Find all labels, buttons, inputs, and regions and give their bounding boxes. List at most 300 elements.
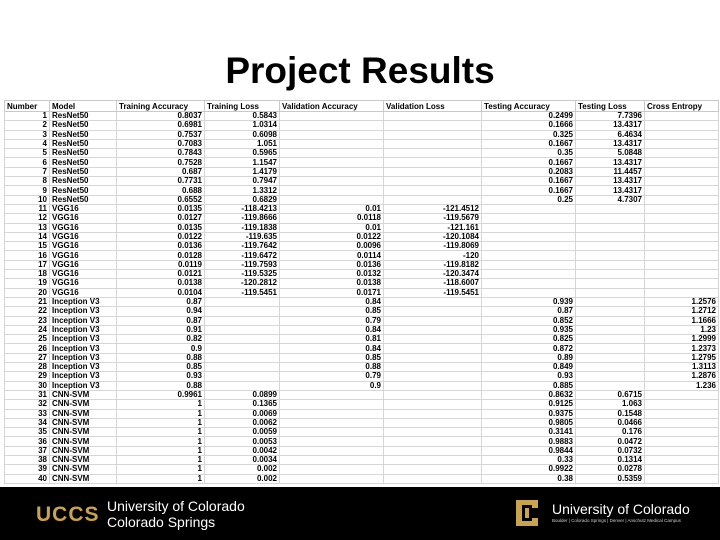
table-cell [280,390,384,399]
column-header: Training Loss [205,101,280,112]
table-cell [384,390,482,399]
table-cell: 37 [5,446,50,455]
table-cell: 1 [117,400,205,409]
table-cell: 0.0122 [280,232,384,241]
table-row [5,381,719,390]
table-cell: 0.33 [482,455,576,464]
table-cell [576,223,645,232]
table-cell [645,149,719,158]
table-cell: 0.87 [482,307,576,316]
table-cell [280,446,384,455]
table-cell [280,112,384,121]
table-cell [384,121,482,130]
table-cell: 0.79 [280,372,384,381]
table-body [5,112,719,484]
table-cell: 0.0136 [117,242,205,251]
table-cell [576,232,645,241]
table-cell: 1.051 [205,139,280,148]
table-cell: 22 [5,307,50,316]
table-cell: 0.7731 [117,177,205,186]
table-row [5,260,719,269]
table-cell [384,363,482,372]
table-cell: 1.2712 [645,307,719,316]
table-cell: 0.8632 [482,390,576,399]
table-cell [576,242,645,251]
table-cell: 0.1314 [576,455,645,464]
table-cell [280,409,384,418]
table-cell [384,353,482,362]
table-cell: 0.87 [117,297,205,306]
table-cell: 7.7396 [576,112,645,121]
table-cell [280,149,384,158]
table-cell: 0.0053 [205,437,280,446]
table-cell: 0.9922 [482,465,576,474]
table-cell [384,418,482,427]
table-cell: 0.0135 [117,204,205,213]
table-cell: 30 [5,381,50,390]
table-cell [384,465,482,474]
table-cell: 0.1365 [205,400,280,409]
table-cell: 0.93 [117,372,205,381]
table-cell: VGG16 [50,204,117,213]
table-cell [576,214,645,223]
table-cell: -121.4512 [384,204,482,213]
table-cell [645,465,719,474]
table-cell [576,288,645,297]
table-cell [645,418,719,427]
table-cell: 1 [5,112,50,121]
table-cell: 0.6829 [205,195,280,204]
table-cell: 0.9805 [482,418,576,427]
table-row [5,428,719,437]
table-cell [205,353,280,362]
table-cell: -120.3474 [384,270,482,279]
table-cell [482,214,576,223]
table-row [5,307,719,316]
table-cell [384,381,482,390]
table-row [5,455,719,464]
table-cell: 19 [5,279,50,288]
column-header: Validation Accuracy [280,101,384,112]
table-cell [205,297,280,306]
table-cell: 0.6552 [117,195,205,204]
table-cell [384,112,482,121]
table-cell: 0.0119 [117,260,205,269]
table-cell: 21 [5,297,50,306]
table-cell: 0.0062 [205,418,280,427]
table-cell: 27 [5,353,50,362]
table-cell: 1 [117,465,205,474]
table-cell: 0.85 [280,353,384,362]
table-cell: 0.0118 [280,214,384,223]
table-cell: 0.0466 [576,418,645,427]
table-cell: CNN-SVM [50,437,117,446]
table-cell: 0.8037 [117,112,205,121]
table-cell: 0.0034 [205,455,280,464]
uccs-name-line2: Colorado Springs [107,514,216,530]
table-cell [645,223,719,232]
column-header: Testing Accuracy [482,101,576,112]
table-cell: 0.325 [482,130,576,139]
table-row [5,186,719,195]
table-row [5,167,719,176]
table-cell: 0.6981 [117,121,205,130]
table-cell [384,195,482,204]
table-cell [645,112,719,121]
table-cell [384,325,482,334]
table-cell [482,260,576,269]
table-cell: -119.8182 [384,260,482,269]
table-cell [576,372,645,381]
table-cell: 0.84 [280,344,384,353]
table-cell: VGG16 [50,260,117,269]
table-cell [645,288,719,297]
table-cell: 1.3312 [205,186,280,195]
table-cell: VGG16 [50,223,117,232]
table-row [5,437,719,446]
uccs-logo: UCCS [36,503,100,526]
table-cell: CNN-SVM [50,474,117,483]
table-cell: 36 [5,437,50,446]
table-row [5,446,719,455]
table-row [5,288,719,297]
table-cell [645,242,719,251]
table-cell [645,400,719,409]
table-cell: 0.84 [280,297,384,306]
table-cell: 0.0121 [117,270,205,279]
column-header: Testing Loss [576,101,645,112]
table-cell: Inception V3 [50,372,117,381]
table-cell: 1.0314 [205,121,280,130]
table-cell: 1.2999 [645,335,719,344]
table-cell: CNN-SVM [50,465,117,474]
table-cell [384,130,482,139]
table-cell [384,437,482,446]
table-cell: 0.1667 [482,177,576,186]
table-cell: ResNet50 [50,167,117,176]
table-cell [280,474,384,483]
uccs-name-line1: University of Colorado [107,498,245,514]
table-row [5,335,719,344]
table-cell: 6 [5,158,50,167]
table-cell [384,297,482,306]
table-cell [280,167,384,176]
table-cell: 0.7528 [117,158,205,167]
table-row [5,474,719,483]
table-cell [384,409,482,418]
table-row [5,372,719,381]
table-cell: -120.2812 [205,279,280,288]
table-cell [482,242,576,251]
column-header: Training Accuracy [117,101,205,112]
table-cell: 0.002 [205,465,280,474]
table-cell [645,195,719,204]
table-row [5,418,719,427]
table-cell: 0.84 [280,325,384,334]
table-cell: 0.94 [117,307,205,316]
table-cell: 1.2876 [645,372,719,381]
table-row [5,465,719,474]
table-cell [384,307,482,316]
table-cell: CNN-SVM [50,390,117,399]
table-cell: 0.688 [117,186,205,195]
table-cell: 0.852 [482,316,576,325]
table-cell: CNN-SVM [50,428,117,437]
table-cell [205,363,280,372]
table-cell: 0.79 [280,316,384,325]
table-cell: 0.885 [482,381,576,390]
table-cell: Inception V3 [50,316,117,325]
table-cell: 0.7083 [117,139,205,148]
table-cell: -119.1838 [205,223,280,232]
table-cell [576,381,645,390]
table-cell: 35 [5,428,50,437]
table-cell: 0.87 [117,316,205,325]
table-cell: -119.8666 [205,214,280,223]
table-cell [576,344,645,353]
table-cell: 0.35 [482,149,576,158]
table-cell: 10 [5,195,50,204]
table-row [5,177,719,186]
table-cell: 3 [5,130,50,139]
table-cell: 2 [5,121,50,130]
table-cell: 0.3141 [482,428,576,437]
table-row [5,251,719,260]
table-cell [576,307,645,316]
table-cell: 1.063 [576,400,645,409]
table-row [5,158,719,167]
table-cell: VGG16 [50,279,117,288]
table-cell: 40 [5,474,50,483]
table-cell: 11.4457 [576,167,645,176]
column-header: Model [50,101,117,112]
table-row [5,195,719,204]
table-cell: Inception V3 [50,363,117,372]
table-cell: -120.1084 [384,232,482,241]
table-cell: 0.9 [280,381,384,390]
table-cell [645,214,719,223]
table-cell [645,437,719,446]
table-cell: 26 [5,344,50,353]
table-cell: 0.872 [482,344,576,353]
table-cell: 14 [5,232,50,241]
table-cell: -118.6007 [384,279,482,288]
table-cell: 0.9961 [117,390,205,399]
table-cell [576,297,645,306]
table-cell: ResNet50 [50,195,117,204]
table-cell: 0.0069 [205,409,280,418]
table-cell [205,381,280,390]
table-cell: 0.25 [482,195,576,204]
table-cell: 0.2499 [482,112,576,121]
table-cell [645,158,719,167]
table-cell: 0.0132 [280,270,384,279]
table-cell: CNN-SVM [50,446,117,455]
table-cell: 1.236 [645,381,719,390]
table-cell: 17 [5,260,50,269]
table-cell [576,204,645,213]
table-cell: CNN-SVM [50,409,117,418]
table-cell [482,270,576,279]
table-cell: 18 [5,270,50,279]
table-cell: VGG16 [50,214,117,223]
table-cell: 0.0127 [117,214,205,223]
table-cell: 8 [5,177,50,186]
table-cell: ResNet50 [50,186,117,195]
table-cell: 9 [5,186,50,195]
table-row [5,112,719,121]
table-cell: -121.161 [384,223,482,232]
table-cell: 5 [5,149,50,158]
table-cell: 13.4317 [576,139,645,148]
uccs-wordmark [107,498,245,530]
table-cell: CNN-SVM [50,400,117,409]
table-cell: 4 [5,139,50,148]
table-cell: 0.0138 [280,279,384,288]
table-cell: 0.0732 [576,446,645,455]
table-cell: 1 [117,437,205,446]
table-cell: 0.0114 [280,251,384,260]
table-cell: VGG16 [50,251,117,260]
table-cell: 0.0096 [280,242,384,251]
table-cell: 0.0042 [205,446,280,455]
table-cell: -119.8069 [384,242,482,251]
table-cell: 0.9883 [482,437,576,446]
column-header: Cross Entropy [645,101,719,112]
table-cell: 0.0136 [280,260,384,269]
table-cell: ResNet50 [50,158,117,167]
table-cell [576,325,645,334]
table-cell: 11 [5,204,50,213]
table-cell [205,316,280,325]
table-cell [645,446,719,455]
column-header: Validation Loss [384,101,482,112]
table-cell: 0.6098 [205,130,280,139]
table-cell: ResNet50 [50,177,117,186]
table-cell [280,465,384,474]
table-row [5,214,719,223]
table-header-row [5,101,719,112]
table-row [5,204,719,213]
table-cell: 0.91 [117,325,205,334]
table-cell [280,195,384,204]
table-cell [576,270,645,279]
table-cell: CNN-SVM [50,455,117,464]
table-cell: 0.85 [280,307,384,316]
table-cell [576,353,645,362]
table-cell: 0.687 [117,167,205,176]
table-cell [384,186,482,195]
cu-logo-icon [510,496,544,530]
table-cell: Inception V3 [50,307,117,316]
table-cell [645,177,719,186]
table-cell: 0.0059 [205,428,280,437]
table-cell: 1.3113 [645,363,719,372]
table-cell [280,400,384,409]
table-cell: 0.0122 [117,232,205,241]
table-cell: 1.2373 [645,344,719,353]
table-cell [645,232,719,241]
table-cell: 38 [5,455,50,464]
table-cell: 0.88 [117,381,205,390]
table-cell [384,474,482,483]
table-cell: 0.9125 [482,400,576,409]
table-cell: ResNet50 [50,112,117,121]
table-cell: -119.635 [205,232,280,241]
table-cell [482,223,576,232]
table-cell: 4.7307 [576,195,645,204]
table-cell [384,428,482,437]
table-cell: 0.0104 [117,288,205,297]
table-cell: 13.4317 [576,177,645,186]
table-cell: 25 [5,335,50,344]
table-cell: 0.6715 [576,390,645,399]
table-cell: 1.4179 [205,167,280,176]
table-cell: 0.38 [482,474,576,483]
table-cell [205,372,280,381]
table-cell [576,335,645,344]
table-row [5,316,719,325]
table-cell: 0.81 [280,335,384,344]
table-cell: 0.935 [482,325,576,334]
footer-bar [0,487,720,540]
table-cell: 29 [5,372,50,381]
table-cell [645,251,719,260]
table-cell [205,344,280,353]
table-cell: 13.4317 [576,186,645,195]
table-cell [645,390,719,399]
table-cell: 0.0138 [117,279,205,288]
table-cell: 33 [5,409,50,418]
table-cell [384,139,482,148]
table-cell [280,130,384,139]
table-cell [384,167,482,176]
table-cell [645,270,719,279]
table-cell: 0.1666 [482,121,576,130]
table-cell [645,186,719,195]
table-cell: 31 [5,390,50,399]
table-cell: 1 [117,418,205,427]
table-cell [482,204,576,213]
table-cell: 1.2795 [645,353,719,362]
table-cell: 1 [117,446,205,455]
table-cell: 1.23 [645,325,719,334]
table-cell [645,455,719,464]
table-row [5,139,719,148]
table-cell: 1 [117,428,205,437]
table-cell [280,418,384,427]
table-row [5,232,719,241]
table-cell: 0.85 [117,363,205,372]
table-cell: Inception V3 [50,325,117,334]
table-cell [645,204,719,213]
table-cell: 20 [5,288,50,297]
table-row [5,297,719,306]
slide-title: Project Results [225,50,495,91]
table-cell: -120 [384,251,482,260]
table-cell [645,474,719,483]
table-cell [576,260,645,269]
table-row [5,270,719,279]
table-cell: -119.6472 [205,251,280,260]
table-cell: 12 [5,214,50,223]
table-cell: 34 [5,418,50,427]
results-spreadsheet [4,100,720,485]
table-cell: 0.849 [482,363,576,372]
table-cell: 7 [5,167,50,176]
table-cell: 1.1547 [205,158,280,167]
table-cell: 13.4317 [576,158,645,167]
